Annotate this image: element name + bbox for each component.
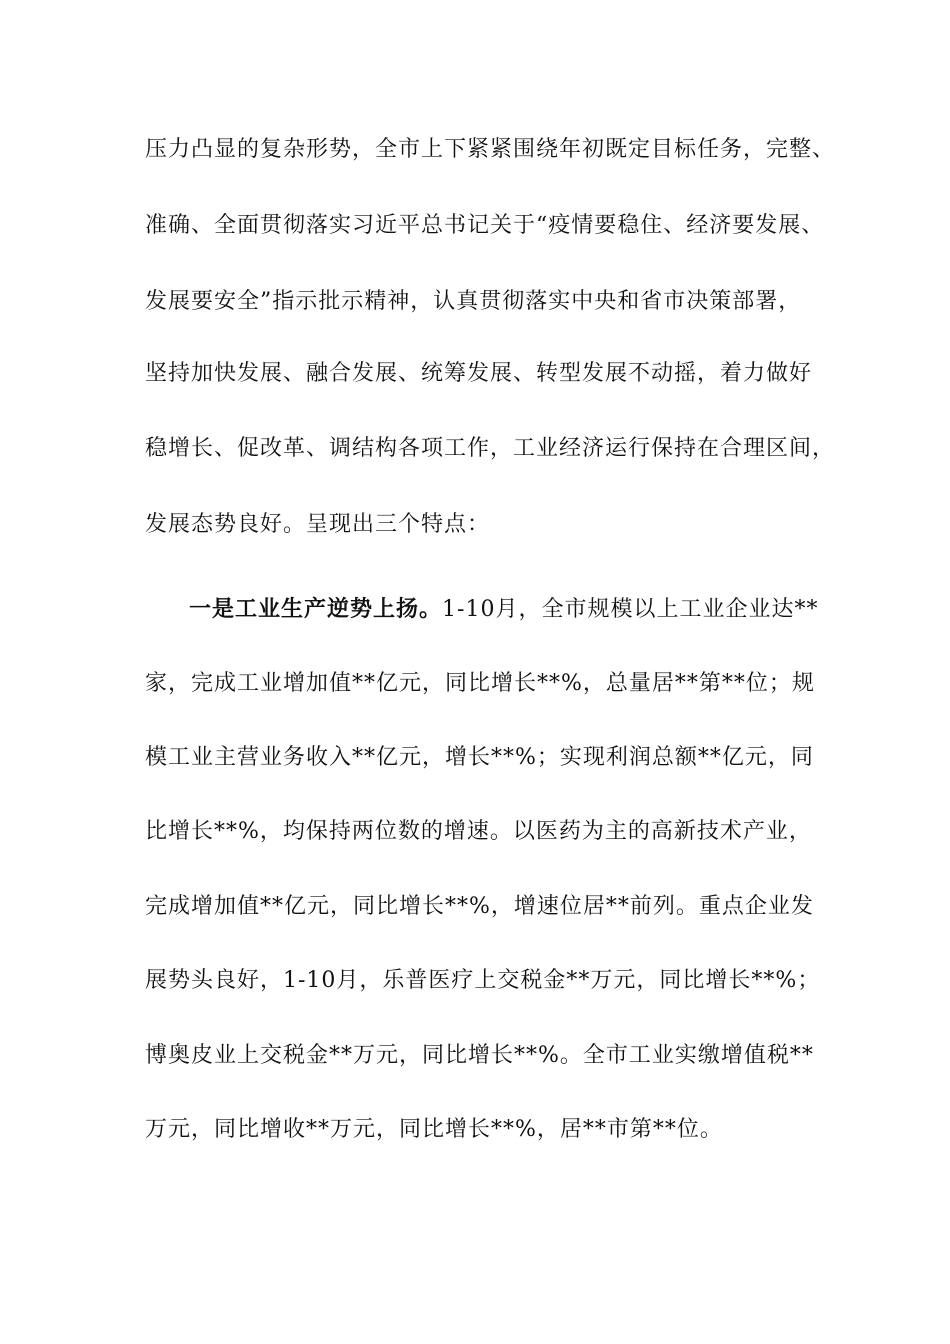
body-text-line: 模工业主营业务收入**亿元，增长**%；实现利润总额**亿元，同 bbox=[145, 745, 814, 770]
section-first-line-text: 1-10月，全市规模以上工业企业达** bbox=[442, 597, 819, 622]
body-text-line: 比增长**%，均保持两位数的增速。以医药为主的高新技术产业， bbox=[145, 819, 812, 844]
body-text-line: 稳增长、促改革、调结构各项工作，工业经济运行保持在合理区间， bbox=[145, 436, 836, 461]
body-text-line: 发展要安全”指示批示精神，认真贯彻落实中央和省市决策部署， bbox=[145, 289, 802, 314]
body-text-line: 坚持加快发展、融合发展、统筹发展、转型发展不动摇，着力做好 bbox=[145, 361, 813, 386]
body-text-line: 万元，同比增收**万元，同比增长**%，居**市第**位。 bbox=[145, 1117, 723, 1142]
body-text-line: 家，完成工业增加值**亿元，同比增长**%，总量居**第**位；规 bbox=[145, 671, 815, 696]
body-text-line: 博奥皮业上交税金**万元，同比增长**%。全市工业实缴增值税** bbox=[145, 1043, 814, 1068]
body-text-line: 完成增加值**亿元，同比增长**%，增速位居**前列。重点企业发 bbox=[145, 894, 814, 919]
body-text-line: 压力凸显的复杂形势，全市上下紧紧围绕年初既定目标任务，完整、 bbox=[145, 137, 836, 162]
body-text-line: 发展态势良好。呈现出三个特点： bbox=[145, 512, 491, 537]
section-first-line bbox=[189, 589, 889, 629]
section-heading: 一是工业生产逆势上扬。 bbox=[189, 596, 443, 622]
body-text-line: 准确、全面贯彻落实习近平总书记关于“疫情要稳住、经济要发展、 bbox=[145, 213, 825, 238]
body-text-line: 展势头良好，1-10月，乐普医疗上交税金**万元，同比增长**%； bbox=[145, 968, 821, 993]
